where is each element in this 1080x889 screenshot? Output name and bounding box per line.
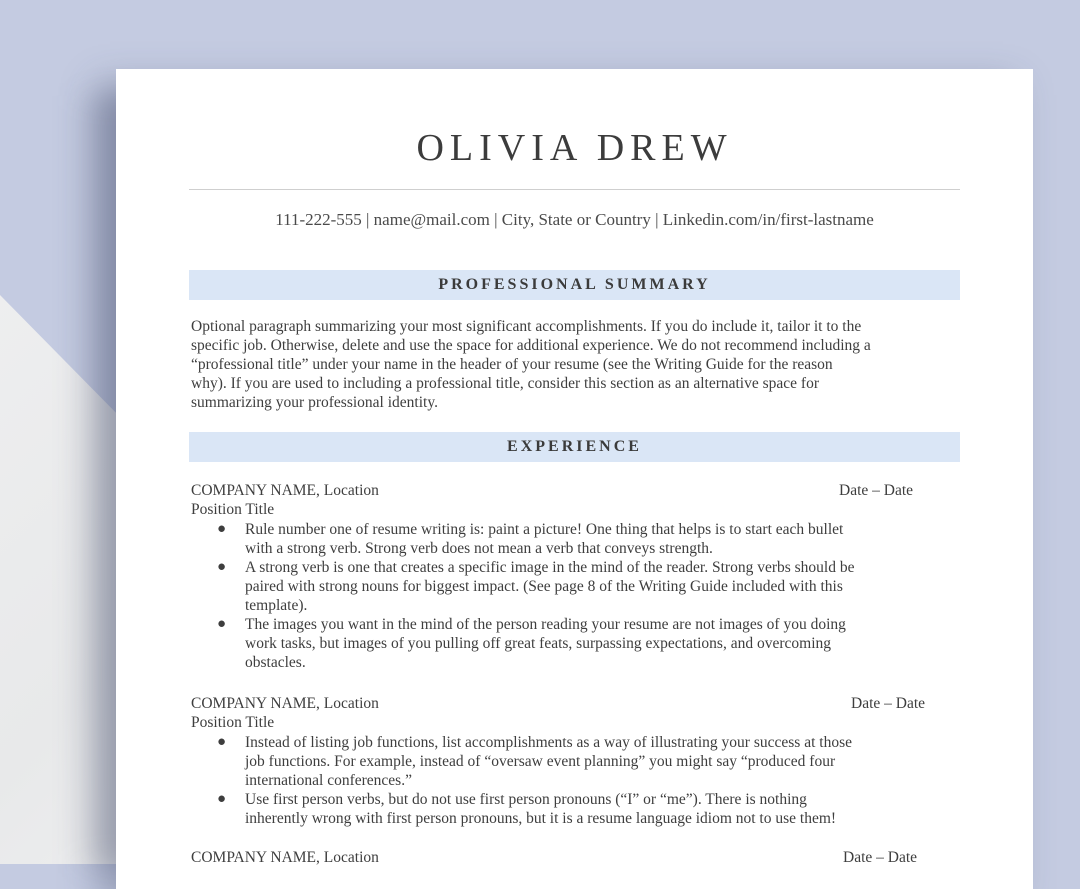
job-bullet: ● The images you want in the mind of the person reading your resume are not images of you doing work tasks, but images of you pulling off great feats, surpassing expectations, and overcoming obstacles. <box>217 616 846 671</box>
job-entry <box>191 481 961 672</box>
bullet-icon: ● <box>217 791 227 807</box>
job-entry <box>191 848 961 867</box>
job-bullet: ● A strong verb is one that creates a specific image in the mind of the reader. Strong verbs should be paired with strong nouns for biggest impact. (See page 8 of the Writing Guide included with this template). <box>217 559 855 614</box>
job-bullet: ● Use first person verbs, but do not use first person pronouns (“I” or “me”). There is nothing inherently wrong with first person pronouns, but it is a resume language idiom not to use them! <box>217 791 837 827</box>
summary-line: why). If you are used to including a professional title, consider this section as an alternative space for <box>191 375 819 392</box>
resume-page <box>116 69 1033 889</box>
bullet-icon: ● <box>217 616 227 632</box>
bullet-icon: ● <box>217 521 227 537</box>
job-entry <box>191 694 961 828</box>
bullet-icon: ● <box>217 559 227 575</box>
job-bullet-list <box>191 520 961 672</box>
summary-line: “professional title” under your name in the header of your resume (see the Writing Guide for the reason <box>191 356 833 373</box>
contact-line: 111-222-555 | name@mail.com | City, State or Country | Linkedin.com/in/first-lastname <box>275 210 874 229</box>
job-bullet: ● Instead of listing job functions, list accomplishments as a way of illustrating your success at those job functions. For example, instead of “oversaw event planning” you might say “produced four international conferences.” <box>217 734 852 789</box>
summary-line: Optional paragraph summarizing your most significant accomplishments. If you do include it, tailor it to the <box>191 318 862 335</box>
bullet-icon: ● <box>217 734 227 750</box>
job-bullet-list <box>191 733 961 828</box>
summary-paragraph <box>191 317 961 412</box>
job-bullet: ● Rule number one of resume writing is: paint a picture! One thing that helps is to start each bullet with a strong verb. Strong verb does not mean a verb that conveys strength. <box>217 521 844 557</box>
resume-name: OLIVIA DREW <box>416 127 733 169</box>
header-divider <box>189 189 960 190</box>
job-date: Date – Date <box>839 482 914 499</box>
summary-line: specific job. Otherwise, delete and use the space for additional experience. We do not recommend including a <box>191 337 871 354</box>
job-position-title: Position Title <box>191 714 275 731</box>
job-position-title: Position Title <box>191 501 275 518</box>
job-company: COMPANY NAME, Location <box>191 849 379 866</box>
job-date: Date – Date <box>843 849 918 866</box>
job-company: COMPANY NAME, Location <box>191 695 379 712</box>
job-company: COMPANY NAME, Location <box>191 482 379 499</box>
summary-line: summarizing your professional identity. <box>191 394 438 411</box>
section-heading-summary: PROFESSIONAL SUMMARY <box>189 270 960 300</box>
job-date: Date – Date <box>851 695 926 712</box>
section-heading-experience: EXPERIENCE <box>189 432 960 462</box>
